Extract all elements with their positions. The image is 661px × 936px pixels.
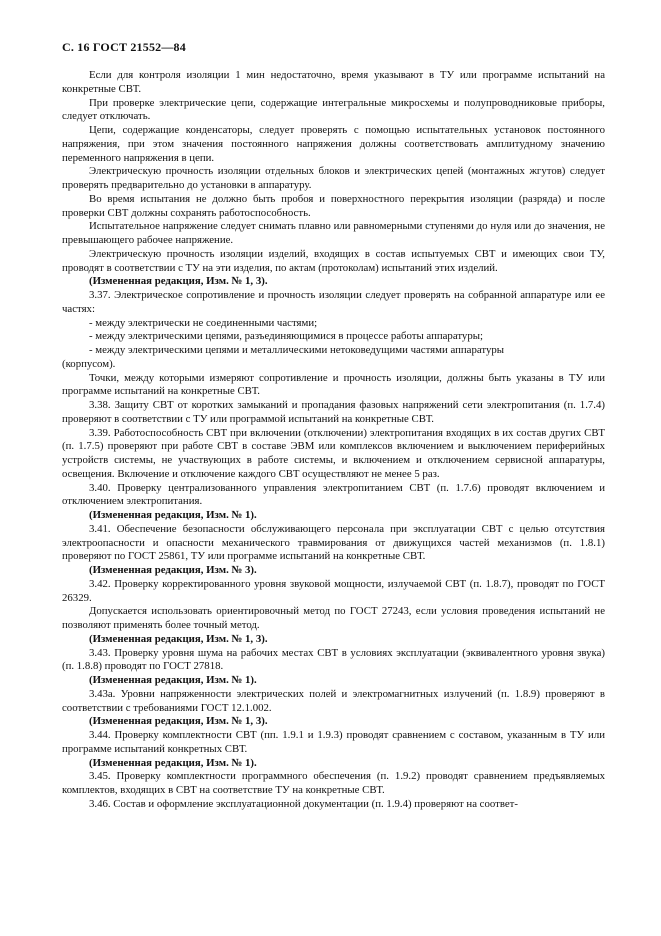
clause-3-39: 3.39. Работоспособность СВТ при включении (отключении) электропитания входящих в их состав других СВТ (п. 1.7.5) проверяют при работе СВТ в составе ЭВМ или комплексов включением и выключением периферийных устройств системы, не участвующих в работе системы, и включением и отключением сервисной аппаратуры, освещения. Включение и отключение каждого СВТ осуществляют не менее 5 раз. — [62, 426, 605, 480]
amendment-note: (Измененная редакция, Изм. № 1, 3). — [89, 632, 268, 645]
paragraph: Если для контроля изоляции 1 мин недостаточно, время указывают в ТУ или программе испытаний на конкретные СВТ. — [62, 69, 605, 95]
clause-3-41: 3.41. Обеспечение безопасности обслуживающего персонала при эксплуатации СВТ с целью отсутствия электроопасности и опасности механического травмирования от движущихся частей механизмов (п. 1.8.1) проверяют по ГОСТ 25861, ТУ или программе испытаний на конкретные СВТ. — [62, 522, 605, 563]
amendment-note: (Измененная редакция, Изм. № 1, 3). — [89, 715, 268, 728]
amendment-note: (Измененная редакция, Изм. № 3). — [89, 564, 257, 576]
list-item: - между электрическими цепями, разъединяющимися в процессе работы аппаратуры; — [89, 330, 483, 343]
amendment-note: (Измененная редакция, Изм. № 1). — [89, 674, 257, 686]
paragraph: Электрическую прочность изоляции изделий, входящих в состав испытуемых СВТ и имеющих свои ТУ, проводят в соответствии с ТУ на эти изделия, по актам (протоколам) испытаний этих изделий. — [62, 247, 605, 274]
paragraph: Во время испытания не должно быть пробоя и поверхностного перекрытия изоляции (разряда) и после проверки СВТ должны сохранять работоспособность. — [62, 192, 605, 219]
clause-3-38: 3.38. Защиту СВТ от коротких замыканий и пропадания фазовых напряжений сети электропитания (п. 1.7.4) проверяют в соответствии с ТУ или программой испытаний на конкретные СВТ. — [62, 399, 605, 425]
paragraph: Испытательное напряжение следует снимать плавно или равномерными ступенями до нуля или до значения, не превышающего рабочее напряжение. — [62, 220, 605, 246]
paragraph: Цепи, содержащие конденсаторы, следует проверять с помощью испытательных установок постоянного напряжения, при этом значения постоянного напряжения должны соответствовать амплитудному значению переменного напряжения в цепи. — [62, 124, 605, 164]
document-body — [62, 69, 605, 812]
amendment-note: (Измененная редакция, Изм. № 1). — [89, 509, 257, 521]
clause-3-42: 3.42. Проверку корректированного уровня звуковой мощности, излучаемой СВТ (п. 1.8.7), проводят по ГОСТ 26329. — [62, 577, 605, 604]
clause-3-43: 3.43. Проверку уровня шума на рабочих местах СВТ в условиях эксплуатации (эквивалентного уровня звука) (п. 1.8.8) проводят по ГОСТ 27818. — [62, 646, 605, 673]
clause-3-43a: 3.43а. Уровни напряженности электрических полей и электромагнитных излучений (п. 1.8.9) проверяют в соответствии с требованиями ГОСТ 12.1.002. — [62, 687, 605, 714]
clause-3-44: 3.44. Проверку комплектности СВТ (пп. 1.9.1 и 1.9.3) проводят сравнением с составом, указанным в ТУ или программе испытаний конкретных СВТ. — [62, 729, 605, 755]
paragraph: Электрическую прочность изоляции отдельных блоков и электрических цепей (монтажных жгутов) следует проверять предварительно до установки в аппаратуру. — [62, 165, 605, 191]
paragraph: При проверке электрические цепи, содержащие интегральные микросхемы и полупроводниковые приборы, следует отключать. — [62, 96, 605, 123]
paragraph: Точки, между которыми измеряют сопротивление и прочность изоляции, должны быть указаны в ТУ или программе испытаний на конкретные СВТ. — [62, 371, 605, 398]
list-item-continuation: (корпусом). — [62, 357, 116, 370]
list-item: - между электрически не соединенными частями; — [89, 316, 318, 329]
page-header: С. 16 ГОСТ 21552—84 — [62, 40, 186, 54]
clause-3-37: 3.37. Электрическое сопротивление и прочность изоляции следует проверять на собранной аппаратуре или ее частях: — [62, 289, 605, 315]
amendment-note: (Измененная редакция, Изм. № 1). — [89, 756, 257, 769]
clause-3-45: 3.45. Проверку комплектности программного обеспечения (п. 1.9.2) проводят сравнением предъявляемых комплектов, входящих в СВТ на соответствие ТУ на конкретные СВТ. — [62, 770, 605, 796]
list-item: - между электрическими цепями и металлическими нетоковедущими частями аппаратуры — [89, 344, 504, 356]
paragraph: Допускается использовать ориентировочный метод по ГОСТ 27243, если условия проведения испытаний не позволяют применять более точный метод. — [62, 605, 605, 631]
amendment-note: (Измененная редакция, Изм. № 1, 3). — [89, 275, 268, 288]
clause-3-46: 3.46. Состав и оформление эксплуатационной документации (п. 1.9.4) проверяют на соответ- — [89, 797, 518, 810]
clause-3-40: 3.40. Проверку централизованного управления электропитанием СВТ (п. 1.7.6) проводят включением и отключением электропитания. — [62, 481, 605, 508]
